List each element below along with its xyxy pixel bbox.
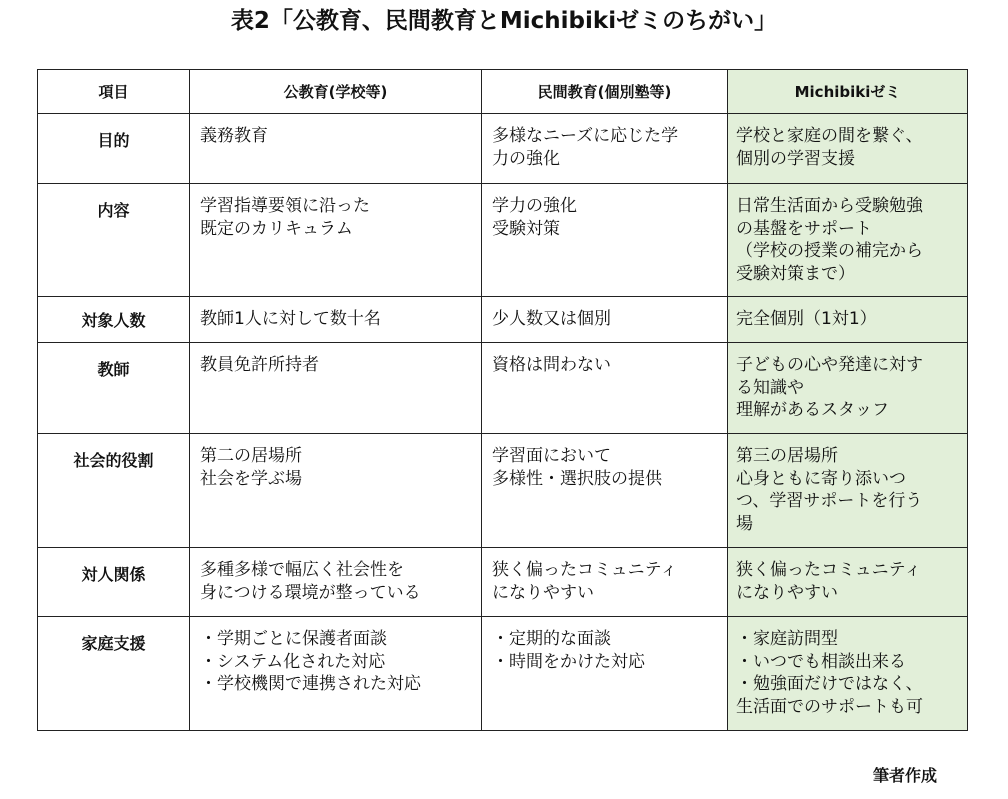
row-label: 社会的役割 [38,434,190,548]
header-item: 項目 [38,70,190,114]
table-header-row [38,70,968,114]
cell-michibiki: 第三の居場所 心身ともに寄り添いつ つ、学習サポートを行う 場 [728,434,968,548]
cell-michibiki: ・家庭訪問型 ・いつでも相談出来る ・勉強面だけではなく、 生活面でのサポートも可 [728,617,968,731]
cell-public: 学習指導要領に沿った 既定のカリキュラム [190,184,482,297]
header-public-education: 公教育(学校等) [190,70,482,114]
cell-private: 狭く偏ったコミュニティ になりやすい [482,548,728,617]
comparison-table [37,69,968,731]
header-michibiki: Michibikiゼミ [728,70,968,114]
cell-michibiki: 完全個別（1対1） [728,297,968,343]
cell-michibiki: 狭く偏ったコミュニティ になりやすい [728,548,968,617]
cell-private: 学習面において 多様性・選択肢の提供 [482,434,728,548]
document-title: 表2「公教育、民間教育とMichibikiゼミのちがい」 [230,8,778,34]
table-row [38,548,968,617]
cell-public: 第二の居場所 社会を学ぶ場 [190,434,482,548]
row-label: 内容 [38,184,190,297]
table-row [38,343,968,434]
cell-michibiki: 日常生活面から受験勉強 の基盤をサポート （学校の授業の補完から 受験対策まで） [728,184,968,297]
cell-public: 多種多様で幅広く社会性を 身につける環境が整っている [190,548,482,617]
cell-private: ・定期的な面談 ・時間をかけた対応 [482,617,728,731]
table-row [38,617,968,731]
cell-public: 教員免許所持者 [190,343,482,434]
row-label: 教師 [38,343,190,434]
cell-michibiki: 子どもの心や発達に対す る知識や 理解があるスタッフ [728,343,968,434]
cell-public: ・学期ごとに保護者面談 ・システム化された対応 ・学校機関で連携された対応 [190,617,482,731]
cell-private: 学力の強化 受験対策 [482,184,728,297]
row-label: 対象人数 [38,297,190,343]
row-label: 目的 [38,114,190,184]
cell-public: 義務教育 [190,114,482,184]
table-row [38,184,968,297]
cell-private: 少人数又は個別 [482,297,728,343]
row-label: 対人関係 [38,548,190,617]
author-note: 筆者作成 [872,766,937,785]
table-row [38,297,968,343]
row-label: 家庭支援 [38,617,190,731]
cell-private: 資格は問わない [482,343,728,434]
cell-public: 教師1人に対して数十名 [190,297,482,343]
header-private-education: 民間教育(個別塾等) [482,70,728,114]
table-row [38,434,968,548]
table-row [38,114,968,184]
cell-private: 多様なニーズに応じた学 力の強化 [482,114,728,184]
cell-michibiki: 学校と家庭の間を繋ぐ、 個別の学習支援 [728,114,968,184]
